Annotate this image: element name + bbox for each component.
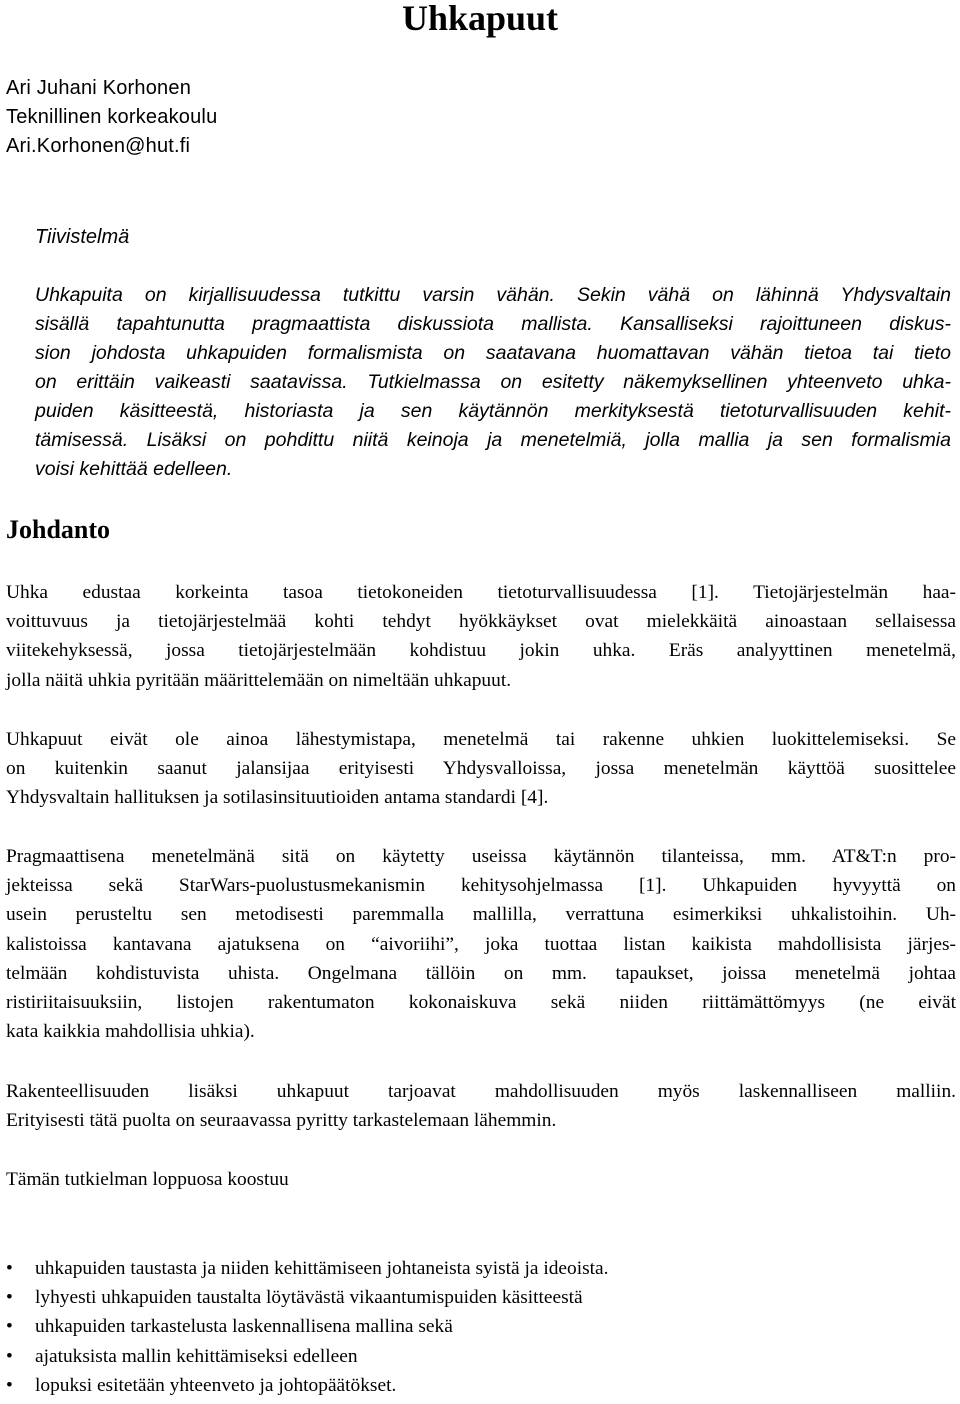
paragraph-line: voittuvuus ja tietojärjestelmää kohti tehdyt hyökkäykset ovat mielekkäitä ainoastaan sellaisessa [6, 611, 956, 633]
bullet-icon: • [6, 1258, 13, 1279]
paragraph-line: Uhka edustaa korkeinta tasoa tietokoneiden tietoturvallisuudessa [1]. Tietojärjestelmän haa- [6, 582, 956, 603]
author-affiliation: Teknillinen korkeakoulu [6, 106, 218, 128]
abstract-line: voisi kehittää edelleen. [35, 458, 233, 480]
list-item [6, 1254, 609, 1283]
bullet-icon: • [6, 1287, 13, 1309]
abstract-line: Uhkapuita on kirjallisuudessa tutkittu varsin vähän. Sekin vähä on lähinnä Yhdysvaltain [35, 284, 951, 306]
abstract-line: sisällä tapahtunutta pragmaattista diskussiota mallista. Kansalliseksi rajoittuneen diskus- [35, 313, 951, 335]
list-item [6, 1371, 609, 1400]
author-name: Ari Juhani Korhonen [6, 77, 192, 99]
author-block [6, 74, 217, 161]
paragraph-line: Erityisesti tätä puolta on seuraavassa pyritty tarkastelemaan lähemmin. [6, 1110, 557, 1132]
bullet-icon: • [6, 1374, 13, 1396]
bullet-icon: • [6, 1316, 13, 1338]
paragraph-line: Pragmaattisena menetelmänä sitä on käytetty useissa käytännön tilanteissa, mm. AT&T:n pro- [6, 846, 956, 867]
list-item-text: ajatuksista mallin kehittämiseksi edelleen [35, 1345, 358, 1367]
abstract-line: tämisessä. Lisäksi on pohdittu niitä keinoja ja menetelmiä, jolla mallia ja sen formalismia [35, 429, 951, 451]
paragraph-2 [6, 725, 956, 813]
paragraph-line: on kuitenkin saanut jalansijaa erityisesti Yhdysvalloissa, jossa menetelmän käyttöä suosittelee [6, 758, 956, 780]
list-item [6, 1312, 609, 1341]
paragraph-line: telmään kohdistuvista uhista. Ongelmana tällöin on mm. tapaukset, joissa menetelmä johtaa [6, 962, 956, 984]
paragraph-line: jekteissa sekä StarWars-puolustusmekanismin kehitysohjelmassa [1]. Uhkapuiden hyvyyttä on [6, 875, 956, 897]
paragraph-line: usein perusteltu sen metodisesti paremmalla mallilla, verrattuna esimerkiksi uhkalistoihin. Uh- [6, 904, 956, 926]
paragraph-line: kalistoissa kantavana ajatuksena on “aivoriihi”, joka tuottaa listan kaikista mahdollisista järjes- [6, 933, 956, 955]
paragraph-line: Yhdysvaltain hallituksen ja sotilasinsituutioiden antama standardi [4]. [6, 787, 549, 809]
list-item-text: uhkapuiden taustasta ja niiden kehittämiseen johtaneista syistä ja ideoista. [35, 1258, 609, 1279]
abstract-line: sion johdosta uhkapuiden formalismista on saatavana huomattavan vähän tietoa tai tieto [35, 342, 951, 364]
list-item [6, 1342, 609, 1371]
section-heading: Johdanto [6, 515, 111, 544]
abstract-line: puiden käsitteestä, historiasta ja sen käytännön merkityksestä tietoturvallisuuden kehit- [35, 400, 951, 422]
abstract-heading: Tiivistelmä [35, 226, 130, 248]
paragraph-line: kata kaikkia mahdollisia uhkia). [6, 1021, 255, 1043]
list-item-text: lopuksi esitetään yhteenveto ja johtopäätökset. [35, 1374, 397, 1396]
paragraph-4 [6, 1077, 956, 1135]
list-item-text: lyhyesti uhkapuiden taustalta löytävästä vikaantumispuiden käsitteestä [35, 1287, 583, 1309]
document-title: Uhkapuut [401, 0, 559, 38]
list-item [6, 1283, 609, 1312]
list-item-text: uhkapuiden tarkastelusta laskennallisena mallina sekä [35, 1316, 453, 1338]
author-email: Ari.Korhonen@hut.fi [6, 135, 191, 157]
paragraph-line: ristiriitaisuuksiin, listojen rakentumaton kokonaiskuva sekä niiden riittämättömyys (ne eivät [6, 992, 956, 1014]
paragraph-1 [6, 578, 956, 695]
paragraph-line: Tämän tutkielman loppuosa koostuu [6, 1169, 289, 1190]
bullet-list [6, 1254, 609, 1400]
paragraph-line: viitekehyksessä, jossa tietojärjestelmään kohdistuu jokin uhka. Eräs analyyttinen menetelmä, [6, 640, 956, 662]
paragraph-5 [6, 1165, 956, 1194]
abstract-line: on erittäin vaikeasti saatavissa. Tutkielmassa on esitetty näkemyksellinen yhteenveto uhka- [35, 371, 951, 393]
bullet-icon: • [6, 1345, 13, 1367]
paragraph-line: Rakenteellisuuden lisäksi uhkapuut tarjoavat mahdollisuuden myös laskennalliseen malliin. [6, 1081, 956, 1102]
paragraph-3 [6, 842, 956, 1046]
abstract-text [35, 281, 951, 484]
paragraph-line: Uhkapuut eivät ole ainoa lähestymistapa, menetelmä tai rakenne uhkien luokittelemiseksi. Se [6, 729, 956, 750]
paragraph-line: jolla näitä uhkia pyritään määrittelemään on nimeltään uhkapuut. [6, 669, 512, 691]
